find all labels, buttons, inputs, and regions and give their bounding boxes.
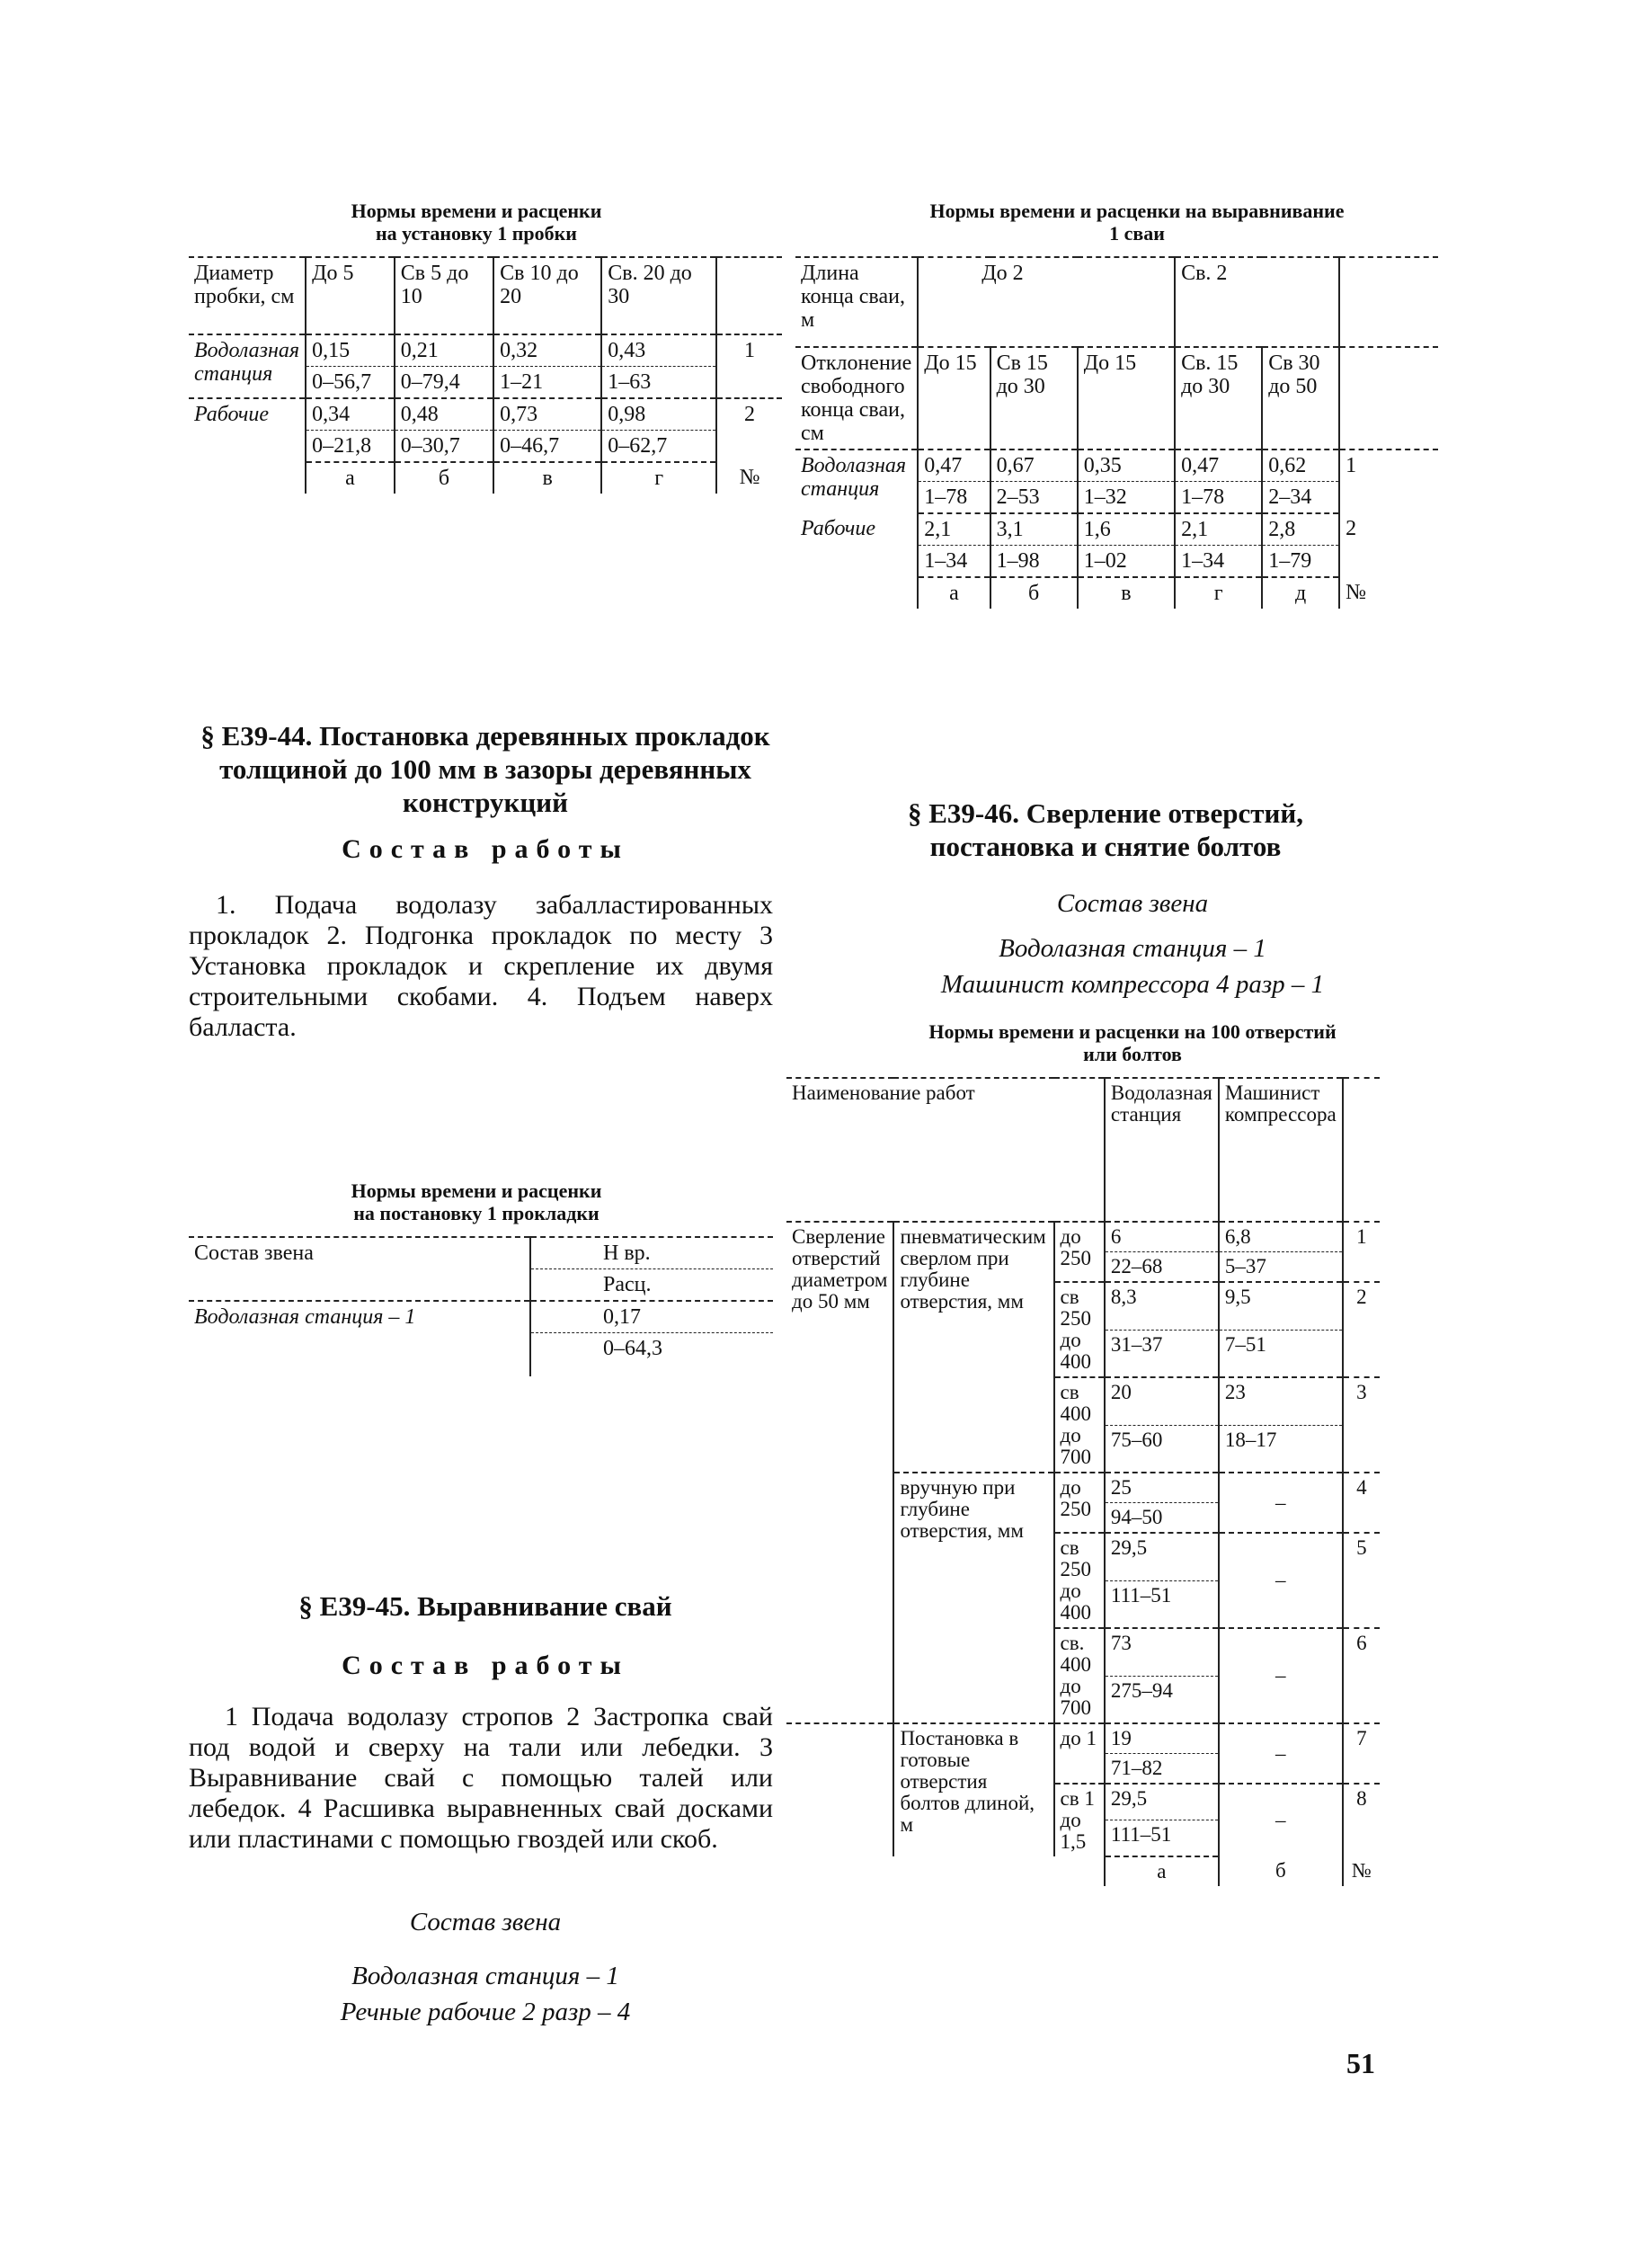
table1-col-b-head: Св 5 до 10 [395, 257, 493, 334]
table1-col-d-head: Св. 20 до 30 [601, 257, 716, 334]
group-up-to-2: До 2 [918, 257, 1175, 347]
row-label: Водолазная станция [189, 334, 306, 398]
manual-drill-label: вручную при глубине отверстия, мм [893, 1473, 1053, 1723]
table-row: Водолазная станция – 1 0,17 [189, 1301, 773, 1333]
row-number: 8 [1343, 1784, 1380, 1856]
rasc-label: Расц. [530, 1269, 773, 1302]
cork-diameter-label: Диаметр пробки, см [189, 257, 306, 334]
row-number: 1 [1356, 1225, 1367, 1248]
table3-caption: Нормы времени и расценки на постановку 1 прокладки [351, 1179, 602, 1224]
section-e39-46-crew: Состав звена Водолазная станция – 1 Машинист компрессора 4 разр – 1 [809, 886, 1456, 1002]
table-row: св 250 до 400 29,5 – 5 [786, 1533, 1380, 1580]
row-number: 2 [1346, 517, 1357, 540]
crew-title: Состав звена [409, 1908, 562, 1936]
table1-header [189, 257, 782, 334]
row-label: Водолазная станция [795, 449, 918, 513]
bolt-setting-label: Постановка в готовые отверстия болтов длиной, м [893, 1723, 1053, 1856]
table-row: Рабочие 0,34 0,48 0,73 0,98 2 [189, 398, 782, 431]
row-number: 2 [716, 398, 782, 462]
table-row: 1–78 2–53 1–32 1–78 2–34 [795, 482, 1438, 514]
row-number: 1 [1346, 454, 1357, 477]
table-row: св 1 до 1,5 29,5 – 8 [786, 1784, 1380, 1820]
table-row: Водолазная станция 0,47 0,67 0,35 0,47 0,62 1 [795, 449, 1438, 482]
section-e39-45-title: § Е39-45. Выравнивание свай [298, 1590, 672, 1622]
table2-caption: Нормы времени и расценки на выравнивание 1 сваи [929, 200, 1345, 245]
table-row: Рабочие 2,1 3,1 1,6 2,1 2,8 2 [795, 513, 1438, 546]
row-label: Рабочие [189, 398, 306, 462]
table1-col-c-head: Св 10 до 20 [493, 257, 601, 334]
table-row: св. 400 до 700 73 – 6 [786, 1628, 1380, 1676]
pneumatic-drill-label: пневматическим сверлом при глубине отверстия, мм [893, 1222, 1053, 1473]
compressor-operator-label: Машинист компрессора [1219, 1078, 1343, 1222]
section-e39-44-title: § Е39-44. Постановка деревянных прокладок толщиной до 100 мм в зазоры деревянных конструкций [200, 720, 770, 818]
nvr-label: Н вр. [530, 1237, 773, 1269]
table1-cork-norms [189, 256, 782, 494]
section-e39-44-work-title: Состав работы [342, 834, 629, 864]
table-row: 0–21,8 0–30,7 0–46,7 0–62,7 [189, 431, 782, 463]
row-number: 6 [1343, 1628, 1380, 1723]
table-row: Сверление отверстий диаметром до 50 мм пневматическим сверлом при глубине отверстия, мм до 250 6 6,8 1 [786, 1222, 1380, 1252]
section-e39-44-work-text: 1. Подача водолазу забалластированных прокладок 2. Подгонка прокладок по месту 3 Установка прокладок и скрепление их двумя строительными скобами. 4. Подъем наверх балласта. [189, 890, 773, 1042]
table-row: 0–56,7 0–79,4 1–21 1–63 [189, 367, 782, 399]
section-e39-46-title: § Е39-46. Сверление отверстий, постановка и снятие болтов [907, 797, 1303, 862]
table-row: св 250 до 400 8,3 9,5 2 [786, 1282, 1380, 1330]
row-number: 7 [1343, 1723, 1380, 1784]
table4-caption: Нормы времени и расценки на 100 отверстий или болтов [928, 1020, 1337, 1065]
row-number: 5 [1343, 1533, 1380, 1628]
table2-pile-leveling-norms: Длина конца сваи, м До 2 Св. 2 Отклонение свободного конца сваи, см До 15 Св 15 до 30 До 15 Св. 15 до 30 Св 30 до 50 Водолазная станция 0,47 0,67 0,35 0,47 0,62 1 1–78 2–53 1–32 1–78 2–34 Рабочие 2,1 3,1 1,6 2,1 2,8 2 1–34 1–98 1–02 1–34 1–79 а б в г д № [795, 256, 1438, 609]
table-row: 1–34 1–98 1–02 1–34 1–79 [795, 546, 1438, 578]
diving-station-label: Водолазная станция [1105, 1078, 1219, 1222]
deviation-label: Отклонение свободного конца сваи, см [795, 347, 918, 449]
crew-title: Состав звена [1056, 889, 1209, 918]
table1-col-a-head: До 5 [306, 257, 395, 334]
table4-drilling-norms: Наименование работ Водолазная станция Машинист компрессора Сверление отверстий диаметром до 50 мм пневматическим сверлом при глубине отверстия, мм до 250 6 6,8 1 22–68 5–37 св 250 до 400 8,3 9,5 2 31–37 7–51 св 400 до 700 20 23 3 75–60 18–17 вручную при глубине отверстия, мм до 250 25 – 4 94–50 св 250 до 400 29,5 – 5 111–51 св. 400 до 700 73 – 6 275–94 Постановка в готовые отверстия болтов длиной, м до 1 19 – 7 71–82 св 1 до 1,5 29,5 – 8 111–51 а б № [786, 1077, 1380, 1886]
work-name-label: Наименование работ [786, 1078, 1105, 1222]
row-number: 4 [1343, 1473, 1380, 1533]
table3-pad-norms [189, 1236, 773, 1376]
table1-footer: а б в г № [189, 462, 782, 494]
row-label: Рабочие [795, 513, 918, 577]
section-e39-45-crew: Состав звена Водолазная станция – 1 Речные рабочие 2 разр – 4 [189, 1904, 782, 2030]
row-number: 2 [1343, 1282, 1380, 1377]
section-e39-45-work-title: Состав работы [342, 1651, 629, 1680]
group-over-2: Св. 2 [1175, 257, 1339, 347]
table-row: Постановка в готовые отверстия болтов длиной, м до 1 19 – 7 [786, 1723, 1380, 1754]
crew-composition-label: Состав звена [189, 1237, 530, 1301]
table2-footer: а б в г д № [795, 577, 1438, 609]
table-row: Водолазная станция 0,15 0,21 0,32 0,43 1 [189, 334, 782, 367]
table-row: 0–64,3 [189, 1333, 773, 1377]
table4-footer: а б № [786, 1856, 1380, 1886]
pile-length-label: Длина конца сваи, м [795, 257, 918, 347]
drilling-group-label: Сверление отверстий диаметром до 50 мм [786, 1222, 893, 1723]
row-number: 3 [1343, 1377, 1380, 1473]
row-label: Водолазная станция – 1 [189, 1301, 530, 1376]
table1-no-head [716, 257, 782, 334]
table-row: вручную при глубине отверстия, мм до 250 25 – 4 [786, 1473, 1380, 1503]
row-number: 1 [744, 339, 756, 362]
section-e39-45-work-text: 1 Подача водолазу стропов 2 Застропка свай под водой и сверху на тали или лебедки. 3 Выравнивание свай с помощью талей или лебедок. 4 Расшивка выравненных свай досками или пластинами с помощью гвоздей или скоб. [189, 1702, 773, 1854]
page-number: 51 [1346, 2047, 1375, 2079]
table-row: св 400 до 700 20 23 3 [786, 1377, 1380, 1425]
table1-caption: Нормы времени и расценки на установку 1 пробки [351, 200, 602, 245]
